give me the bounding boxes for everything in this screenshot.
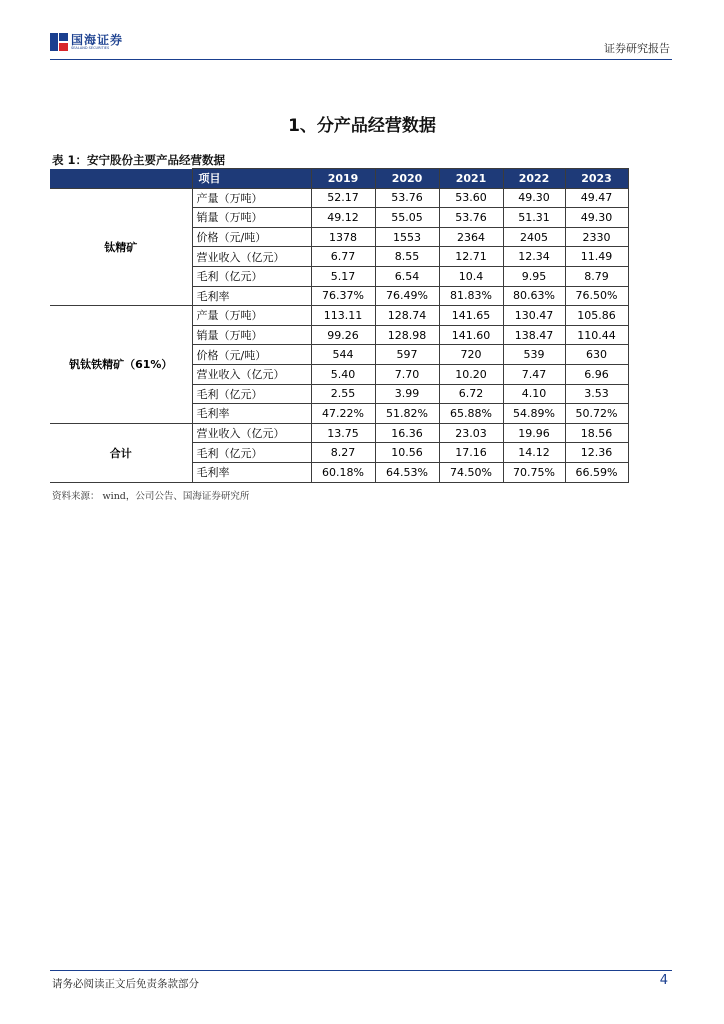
- table-cell-value: 18.56: [565, 423, 628, 443]
- table-cell-blank: [628, 384, 668, 404]
- table-cell-blank: [628, 443, 668, 463]
- table-cell-value: 113.11: [311, 306, 375, 326]
- table-cell-value: 597: [375, 345, 439, 365]
- table-cell-value: 80.63%: [503, 286, 565, 306]
- header-blank: [628, 169, 668, 189]
- row-item-label: 毛利（亿元）: [192, 266, 311, 286]
- table-cell-value: 13.75: [311, 423, 375, 443]
- table-row: [50, 423, 668, 443]
- row-item-label: 毛利（亿元）: [192, 384, 311, 404]
- table-cell-value: 23.03: [439, 423, 503, 443]
- table-cell-value: 19.96: [503, 423, 565, 443]
- operating-data-table: [50, 168, 668, 483]
- table-cell-value: 60.18%: [311, 462, 375, 482]
- table-cell-value: 138.47: [503, 325, 565, 345]
- table-cell-value: 49.30: [565, 208, 628, 228]
- table-cell-value: 99.26: [311, 325, 375, 345]
- table-cell-value: 7.70: [375, 364, 439, 384]
- table-cell-value: 110.44: [565, 325, 628, 345]
- table-cell-value: 4.10: [503, 384, 565, 404]
- table-cell-value: 8.55: [375, 247, 439, 267]
- table-cell-value: 130.47: [503, 306, 565, 326]
- table-cell-blank: [628, 266, 668, 286]
- table-cell-value: 3.99: [375, 384, 439, 404]
- header-year: 2021: [439, 169, 503, 189]
- row-group-label: 钛精矿: [50, 188, 192, 306]
- row-item-label: 营业收入（亿元）: [192, 423, 311, 443]
- row-item-label: 价格（元/吨）: [192, 345, 311, 365]
- table-cell-value: 70.75%: [503, 462, 565, 482]
- row-group-label: 合计: [50, 423, 192, 482]
- table-cell-value: 49.47: [565, 188, 628, 208]
- table-cell-blank: [628, 247, 668, 267]
- row-item-label: 毛利率: [192, 404, 311, 424]
- table-cell-value: 81.83%: [439, 286, 503, 306]
- table-cell-value: 6.54: [375, 266, 439, 286]
- table-cell-blank: [628, 423, 668, 443]
- table-cell-value: 16.36: [375, 423, 439, 443]
- table-cell-value: 14.12: [503, 443, 565, 463]
- table-cell-value: 630: [565, 345, 628, 365]
- table-cell-value: 54.89%: [503, 404, 565, 424]
- table-cell-value: 128.74: [375, 306, 439, 326]
- row-item-label: 产量（万吨）: [192, 188, 311, 208]
- table-cell-value: 2405: [503, 227, 565, 247]
- table-cell-value: 51.82%: [375, 404, 439, 424]
- table-cell-value: 2330: [565, 227, 628, 247]
- table-cell-value: 49.12: [311, 208, 375, 228]
- footer-divider: [50, 970, 672, 971]
- table-cell-value: 141.60: [439, 325, 503, 345]
- table-cell-value: 47.22%: [311, 404, 375, 424]
- header-divider: [50, 59, 672, 60]
- logo-name-cn: 国海证券: [71, 32, 124, 47]
- row-item-label: 营业收入（亿元）: [192, 364, 311, 384]
- logo-mark-icon: [50, 33, 68, 51]
- table-cell-value: 539: [503, 345, 565, 365]
- table-cell-value: 64.53%: [375, 462, 439, 482]
- table-cell-value: 52.17: [311, 188, 375, 208]
- table-cell-value: 6.72: [439, 384, 503, 404]
- header-year: 2022: [503, 169, 565, 189]
- table-cell-value: 53.76: [375, 188, 439, 208]
- logo-name-en: SEALAND SECURITIES: [71, 45, 110, 50]
- table-cell-value: 55.05: [375, 208, 439, 228]
- table-cell-blank: [628, 345, 668, 365]
- table-cell-blank: [628, 325, 668, 345]
- company-logo: [50, 32, 130, 52]
- table-cell-value: 12.71: [439, 247, 503, 267]
- header-item: 项目: [192, 169, 311, 189]
- table-cell-value: 8.79: [565, 266, 628, 286]
- table-cell-value: 66.59%: [565, 462, 628, 482]
- table-cell-value: 5.17: [311, 266, 375, 286]
- table-cell-value: 76.49%: [375, 286, 439, 306]
- table-cell-value: 65.88%: [439, 404, 503, 424]
- table-cell-value: 50.72%: [565, 404, 628, 424]
- footer-disclaimer: 请务必阅读正文后免责条款部分: [52, 978, 199, 990]
- table-cell-value: 105.86: [565, 306, 628, 326]
- table-cell-blank: [628, 364, 668, 384]
- table-cell-value: 1378: [311, 227, 375, 247]
- table-cell-value: 76.37%: [311, 286, 375, 306]
- table-cell-value: 6.96: [565, 364, 628, 384]
- row-item-label: 毛利率: [192, 286, 311, 306]
- table-cell-value: 76.50%: [565, 286, 628, 306]
- table-row: [50, 306, 668, 326]
- table-row: [50, 188, 668, 208]
- row-item-label: 营业收入（亿元）: [192, 247, 311, 267]
- table-cell-value: 49.30: [503, 188, 565, 208]
- table-cell-value: 53.60: [439, 188, 503, 208]
- table-cell-blank: [628, 462, 668, 482]
- row-item-label: 产量（万吨）: [192, 306, 311, 326]
- table-caption: 表 1：安宁股份主要产品经营数据: [52, 153, 226, 167]
- table-cell-value: 2364: [439, 227, 503, 247]
- table-cell-value: 141.65: [439, 306, 503, 326]
- table-cell-value: 10.4: [439, 266, 503, 286]
- table-cell-value: 7.47: [503, 364, 565, 384]
- table-cell-value: 1553: [375, 227, 439, 247]
- table-cell-value: 3.53: [565, 384, 628, 404]
- table-cell-blank: [628, 208, 668, 228]
- table-cell-blank: [628, 306, 668, 326]
- section-title: 1、分产品经营数据: [288, 116, 436, 136]
- row-item-label: 毛利（亿元）: [192, 443, 311, 463]
- table-cell-value: 12.36: [565, 443, 628, 463]
- source-note: 资料来源： wind，公司公告、国海证券研究所: [52, 491, 250, 502]
- table-header-row: [50, 169, 668, 189]
- table-cell-value: 2.55: [311, 384, 375, 404]
- table-cell-blank: [628, 188, 668, 208]
- table-cell-blank: [628, 286, 668, 306]
- table-cell-value: 5.40: [311, 364, 375, 384]
- table-cell-value: 51.31: [503, 208, 565, 228]
- table-cell-value: 10.20: [439, 364, 503, 384]
- header-year: 2023: [565, 169, 628, 189]
- row-item-label: 销量（万吨）: [192, 325, 311, 345]
- table-cell-value: 12.34: [503, 247, 565, 267]
- table-cell-value: 11.49: [565, 247, 628, 267]
- table-cell-value: 6.77: [311, 247, 375, 267]
- table-cell-value: 544: [311, 345, 375, 365]
- header-year: 2020: [375, 169, 439, 189]
- table-cell-value: 720: [439, 345, 503, 365]
- table-cell-value: 128.98: [375, 325, 439, 345]
- header-corner: [50, 169, 192, 189]
- row-group-label: 钒钛铁精矿（61%）: [50, 306, 192, 424]
- row-item-label: 毛利率: [192, 462, 311, 482]
- table-cell-value: 74.50%: [439, 462, 503, 482]
- table-cell-blank: [628, 404, 668, 424]
- header-year: 2019: [311, 169, 375, 189]
- report-type-label: 证券研究报告: [604, 42, 670, 55]
- table-cell-value: 17.16: [439, 443, 503, 463]
- row-item-label: 价格（元/吨）: [192, 227, 311, 247]
- page-number: 4: [659, 973, 668, 988]
- table-cell-value: 8.27: [311, 443, 375, 463]
- row-item-label: 销量（万吨）: [192, 208, 311, 228]
- table-cell-value: 9.95: [503, 266, 565, 286]
- table-cell-blank: [628, 227, 668, 247]
- table-cell-value: 10.56: [375, 443, 439, 463]
- table-cell-value: 53.76: [439, 208, 503, 228]
